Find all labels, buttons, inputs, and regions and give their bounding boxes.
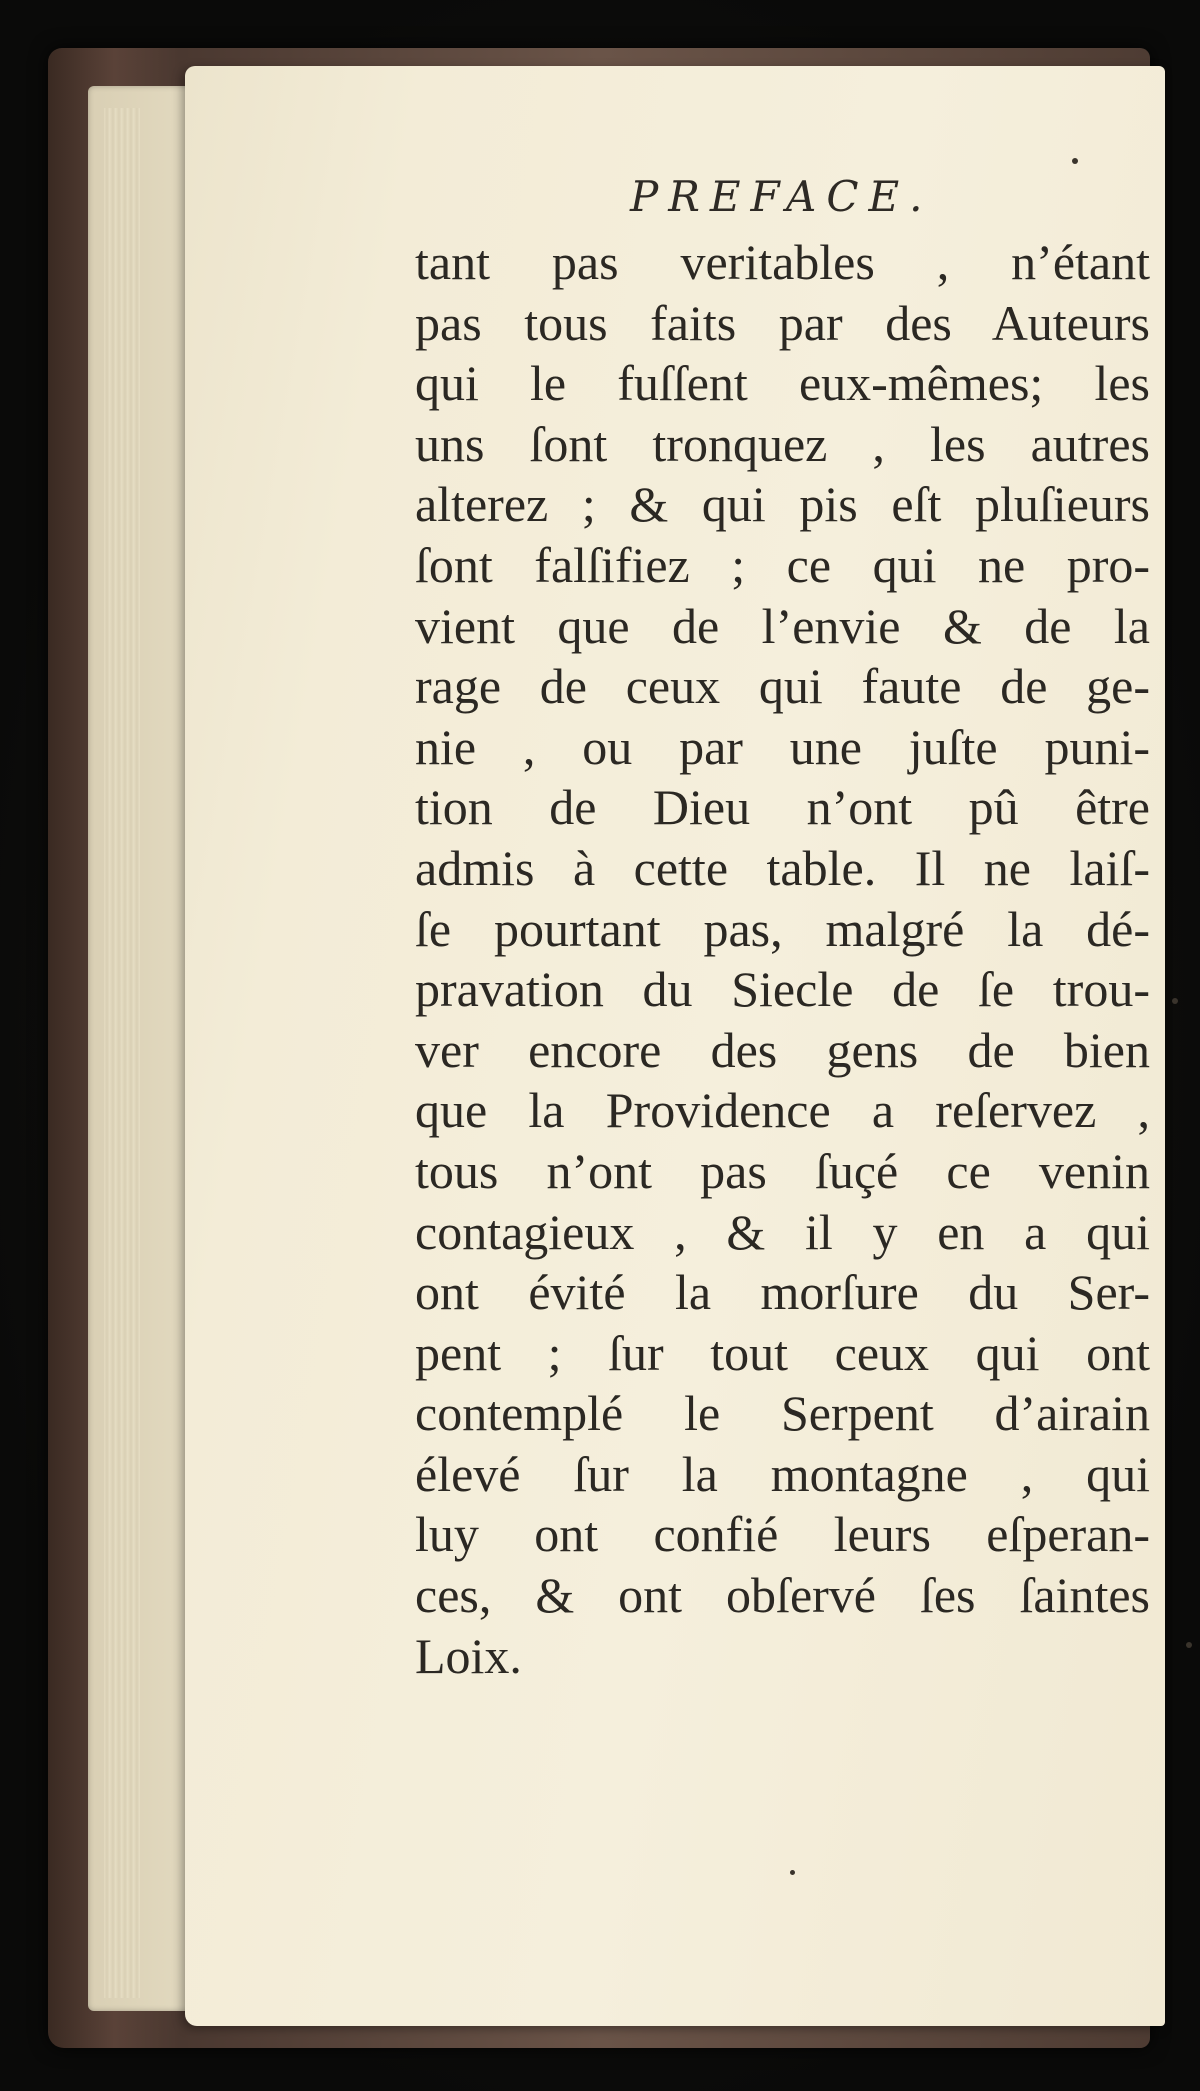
text-line: contagieux , & il y en a qui <box>415 1203 1150 1260</box>
text-line: qui le fuſſent eux-mêmes; les <box>415 355 1150 412</box>
running-head: PREFACE. <box>630 172 933 221</box>
text-line: luy ont confié leurs eſperan- <box>415 1506 1150 1563</box>
text-line: ſe pourtant pas, malgré la dé- <box>415 900 1150 957</box>
page-edges <box>104 108 140 1998</box>
text-line: ver encore des gens de bien <box>415 1021 1150 1078</box>
text-line: que la Providence a reſervez , <box>415 1082 1150 1139</box>
text-line: tant pas veritables , n’étant <box>415 234 1150 290</box>
body-text <box>415 232 1150 1686</box>
ink-speck <box>1072 158 1078 164</box>
text-line: ont évité la morſure du Ser- <box>415 1264 1150 1321</box>
ink-speck <box>790 1870 795 1875</box>
text-line: uns ſont tronquez , les autres <box>415 415 1150 472</box>
text-line: tous n’ont pas ſuçé ce venin <box>415 1142 1150 1199</box>
text-line: ſont falſifiez ; ce qui ne pro- <box>415 536 1150 593</box>
text-line: vient que de l’envie & de la <box>415 597 1150 654</box>
text-line: élevé ſur la montagne , qui <box>415 1445 1150 1502</box>
text-line: pravation du Siecle de ſe trou- <box>415 961 1150 1018</box>
text-line: nie , ou par une juſte puni- <box>415 718 1150 775</box>
text-line: contemplé le Serpent d’airain <box>415 1385 1150 1442</box>
text-line: tion de Dieu n’ont pû être <box>415 779 1150 836</box>
text-line: pas tous faits par des Auteurs <box>415 294 1150 351</box>
text-line-final: Loix. <box>415 1627 522 1684</box>
text-line: pent ; ſur tout ceux qui ont <box>415 1324 1150 1381</box>
text-line: admis à cette table. Il ne laiſ- <box>415 839 1150 896</box>
ink-speck <box>1186 1642 1192 1648</box>
ink-speck <box>1172 998 1178 1004</box>
text-line: alterez ; & qui pis eſt pluſieurs <box>415 476 1150 533</box>
text-line: rage de ceux qui faute de ge- <box>415 658 1150 715</box>
text-line: ces, & ont obſervé ſes ſaintes <box>415 1567 1150 1624</box>
